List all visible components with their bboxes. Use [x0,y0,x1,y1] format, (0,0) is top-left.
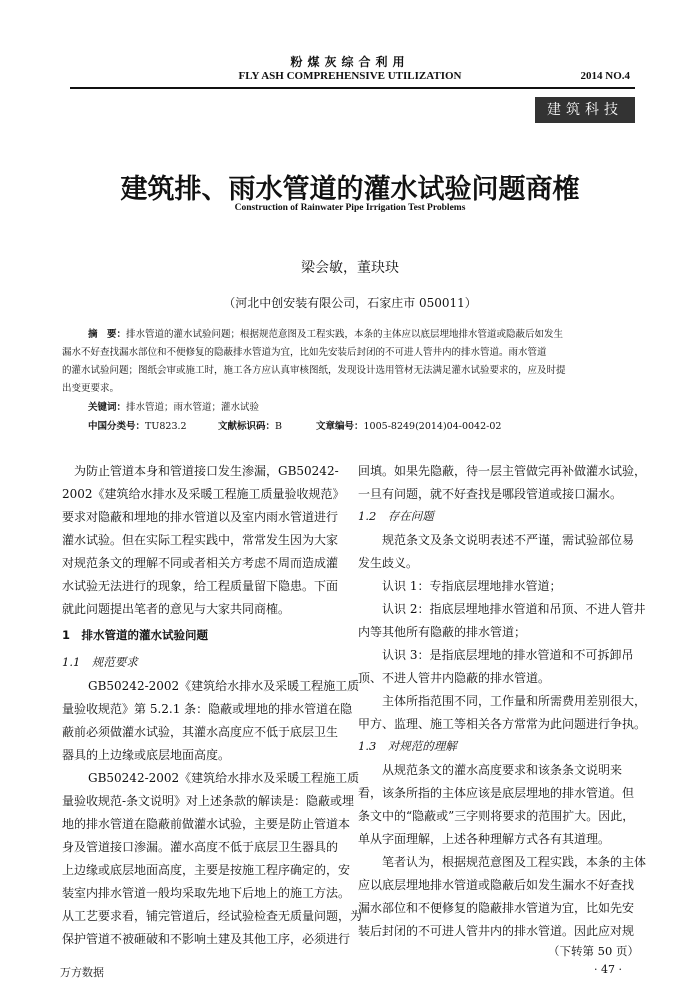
page-number: · 47 · [594,963,622,976]
body-line: 甲方、监理、施工等相关各方常常为此问题进行争执。 [358,717,647,731]
article-number: 文章编号：1005-8249(2014)04-0042-02 [316,421,502,432]
journal-title-en: FLY ASH COMPREHENSIVE UTILIZATION [238,70,462,82]
body-line: 应以底层埋地排水管道或隐蔽后如发生漏水不好查找 [358,878,635,892]
abstract-line: 的灌水试验问题；图纸会审或施工时，施工各方应认真审核图纸，发现设计选用管材无法满足灌水试验要求的，应及时提 [62,365,566,376]
continued-note: （下转第 50 页） [548,944,639,958]
body-line: 认识 3：是指底层埋地的排水管道和不可拆卸吊 [382,648,634,662]
body-line: 认识 2：指底层埋地排水管道和吊顶、不进人管井 [382,602,646,616]
abstract-line: 出变更要求。 [62,383,120,394]
body-line: 主体所指范围不同，工作量和所需费用差别很大， [382,694,647,708]
body-line: GB50242-2002《建筑给水排水及采暖工程施工质 [88,679,360,693]
journal-title-cn: 粉煤灰综合利用 [290,55,410,69]
body-line: 保护管道不被砸破和不影响土建及其他工序，必须进行 [62,932,351,946]
body-line: 身及管道接口渗漏。灌水高度不低于底层卫生器具的 [62,840,339,854]
classification-line: 中国分类号：TU823.2 [88,421,187,432]
abstract-line: 摘 要：排水管道的灌水试验问题；根据规范意图及工程实践，本条的主体应以底层埋地排水管道或隐蔽后如发生 [88,329,564,340]
body-line: GB50242-2002《建筑给水排水及采暖工程施工质 [88,771,360,785]
body-line: 单从字面理解，上述各种理解方式各有其道理。 [358,832,611,846]
author-affiliation: （河北中创安装有限公司，石家庄市 050011） [223,296,477,310]
body-line: 就此问题提出笔者的意见与大家共同商榷。 [62,602,291,616]
body-line: 从规范条文的灌水高度要求和该条条文说明来 [382,763,623,777]
document-code: 文献标识码：B [218,421,282,432]
body-line: 装室内排水管道一般均采取先地下后地上的施工方法。 [62,886,351,900]
subsection-heading: 1.3 对规范的理解 [358,739,457,753]
article-title-cn: 建筑排、雨水管道的灌水试验问题商榷 [120,174,580,205]
abstract-label: 摘 要： [88,329,127,340]
body-line: 认识 1：专指底层埋地排水管道； [382,579,562,593]
subsection-heading: 1.1 规范要求 [62,655,138,669]
body-line: 要求对隐蔽和埋地的排水管道以及室内雨水管道进行 [62,510,339,524]
body-line: 一旦有问题，就不好查找是哪段管道或接口漏水。 [358,487,623,501]
issue-number: 2014 NO.4 [580,70,630,82]
body-line: 上边缘或底层地面高度，主要是按施工程序确定的，安 [62,863,351,877]
body-line: 回填。如果先隐蔽，待一层主管做完再补做灌水试验， [358,464,647,478]
body-line: 内等其他所有隐蔽的排水管道； [358,625,527,639]
section-heading: 1 排水管道的灌水试验问题 [62,628,209,642]
article-authors: 梁会敏，董玦玦 [301,260,399,276]
body-line: 器具的上边缘或底层地面高度。 [62,748,231,762]
body-line: 为防止管道本身和管道接口发生渗漏，GB50242- [74,464,339,478]
body-line: 量验收规范-条文说明》对上述条款的解读是：隐蔽或埋 [62,794,355,808]
body-line: 看，该条所指的主体应该是底层埋地的排水管道。但 [358,786,635,800]
body-line: 装后封闭的不可进人管井内的排水管道。因此应对规 [358,924,635,938]
body-line: 规范条文及条文说明表述不严谨，需试验部位易 [382,533,635,547]
watermark: 万方数据 [60,966,104,979]
body-line: 量验收规范》第 5.2.1 条：隐蔽或埋地的排水管道在隐 [62,702,353,716]
body-line: 漏水部位和不便修复的隐蔽排水管道为宜，比如先安 [358,901,635,915]
body-line: 从工艺要求看，铺完管道后，经试验检查无质量问题，为 [62,909,363,923]
section-label: 建筑科技 [535,97,635,123]
subsection-heading: 1.2 存在问题 [358,509,434,523]
body-line: 灌水试验。但在实际工程实践中，常常发生因为大家 [62,533,339,547]
body-line: 水试验无法进行的现象，给工程质量留下隐患。下面 [62,579,339,593]
body-line: 地的排水管道在隐蔽前做灌水试验，主要是防止管道本 [62,817,351,831]
body-line: 顶、不进人管井内隐蔽的排水管道。 [358,671,551,685]
abstract-line: 漏水不好查找漏水部位和不便修复的隐蔽排水管道为宜，比如先安装后封闭的不可进人管井内的排水管道。雨水管道 [62,347,547,358]
body-line: 蔽前必须做灌水试验，其灌水高度应不低于底层卫生 [62,725,339,739]
body-line: 笔者认为，根据规范意图及工程实践，本条的主体 [382,855,647,869]
header-divider [70,87,635,89]
article-title-en: Construction of Rainwater Pipe Irrigation Test Problems [234,203,466,213]
body-line: 对规范条文的理解不同或者相关方考虑不周而造成灌 [62,556,339,570]
keywords: 关键词：排水管道；雨水管道；灌水试验 [88,402,260,413]
body-line: 发生歧义。 [358,556,419,570]
body-line: 条文中的“隐蔽或”三字则将要求的范围扩大。因此， [358,809,635,823]
body-line: 2002《建筑给水排水及采暖工程施工质量验收规范》 [62,487,345,501]
